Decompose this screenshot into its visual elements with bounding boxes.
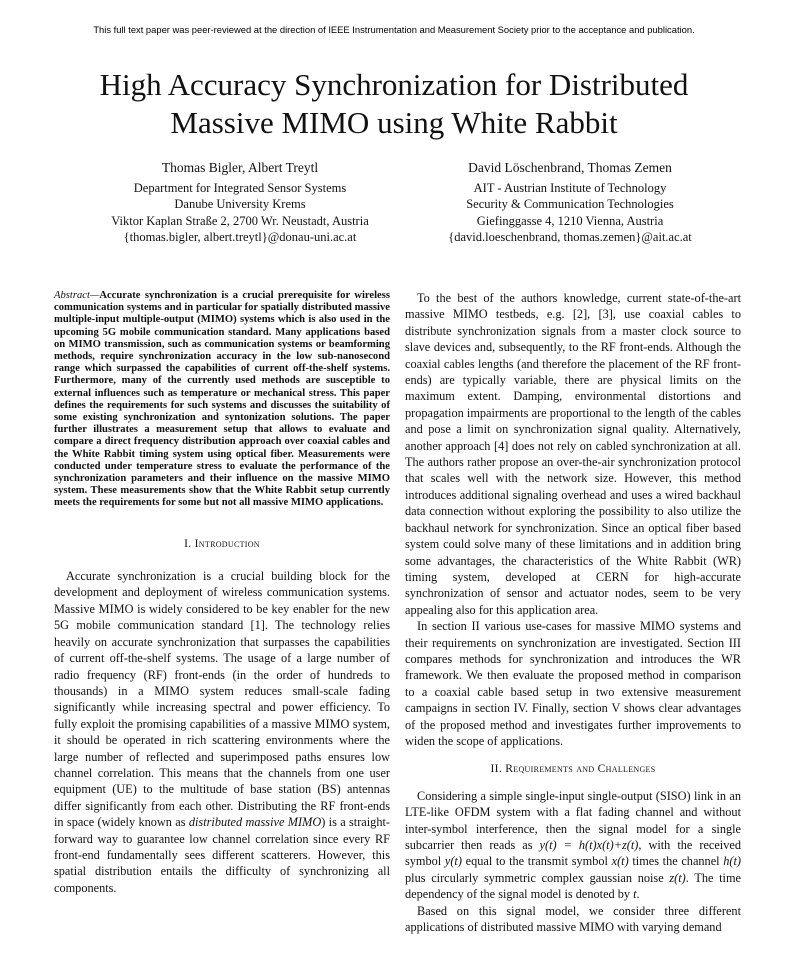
affiliation-line: AIT - Austrian Institute of Technology	[473, 180, 667, 195]
paragraph	[54, 568, 390, 896]
equation: y(t) = h(t)x(t)+z(t)	[539, 838, 639, 852]
peer-review-notice: This full text paper was peer-reviewed at the direction of IEEE Instrumentation and Measurement Society prior to the acceptance and publication.	[93, 24, 695, 35]
abstract-text: Accurate synchronization is a crucial prerequisite for wireless communication systems and in particular for spatially distributed massive multiple-input multiple-output (MIMO) systems which is also used in the upcoming 5G mobile communication standard. Many applications based on MIMO transmission, such as communication systems or beamforming methods, require synchronization accuracy in the low sub-nanosecond range which surpassed the capabilities of current off-the-shelf systems. Furthermore, many of the currently used methods are susceptible to external influences such as temperature or mechanical stress. This paper defines the requirements for such systems and discusses the suitability of some existing synchronization and syntonization solutions. The paper further illustrates a measurement setup that allows to evaluate and compare a direct frequency distribution approach over coaxial cables and the White Rabbit timing system using optical fiber. Measurements were conducted under temperature stress to evaluate the performance of the synchronization parameters and their influence on the massive MIMO system. These measurements show that the White Rabbit setup currently meets the requirements for some but not all massive MIMO applications.	[54, 290, 390, 509]
section-heading-introduction: I. Introduction	[184, 536, 260, 550]
title-line-1: High Accuracy Synchronization for Distributed	[99, 67, 689, 102]
left-column	[54, 290, 390, 896]
text-run: equal to the transmit symbol	[461, 854, 612, 869]
paragraph: To the best of the authors knowledge, current state-of-the-art massive MIMO testbeds, e.g. [2], [3], use coaxial cables to distribute synchronization signals from a master clock source to slave devices and, subsequently, to the RF front-ends. Although the coaxial cables lengths (and therefore the placement of the RF front-ends) are typically variable, there are physical limits on the maximum extent. Damping, environmental distortions and propagation impairments are proportional to the length of the cables and pose a limit on synchronization signal quality. Alternatively, another approach [4] does not rely on cabled synchronization at all. The authors rather propose an over-the-air synchronization protocol that scales well with the network size. However, this method introduces additional signaling overhead and uses a wired backhaul data connection without exploring the possibility to also utilize the backhaul network for synchronization. Since an optical fiber based system could solve many of these limitations and in addition bring some advantages, the characteristics of the White Rabbit (WR) timing system, developed at CERN for high-accurate synchronization of sensor and actuator nodes, seem to be very appealing also for this application area.	[405, 291, 741, 617]
text-run: times the channel	[628, 854, 724, 869]
author-block-left	[70, 160, 410, 246]
text-run: Accurate synchronization is a crucial building block for the development and deployment of wireless communication systems. Massive MIMO is widely considered to be key enabler for the new 5G mobile communication standard [1]. The technology relies heavily on accurate synchronization that surpasses the capabilities of current off-the-shelf systems. The usage of a large number of radio frequency (RF) front-ends (in the order of hundreds to thousands) in a MIMO system reduces small-scale fading significantly while increasing spectral and power efficiency. To fully exploit the promising capabilities of a massive MIMO system, it should be operated in rich scattering environments where the large number of reflected and superimposed paths ensures low channel correlation. This means that the channels from one user equipment (UE) to the multitude of base station (BS) antennas differ significantly from each other. Distributing the RF front-ends in space (widely known as	[54, 569, 390, 830]
paper-title	[0, 66, 788, 142]
abstract-lead: Abstract—	[54, 290, 100, 301]
text-run: . The time dependency of the signal model is denoted by	[405, 870, 741, 902]
math-symbol: t	[633, 887, 637, 902]
affiliation-line: Security & Communication Technologies	[466, 197, 674, 212]
text-run: ) is a straight-forward way to guarantee low channel correlation since every RF front-end fundamentally sees different scatterers. However, this spatial distribution entails the difficulty of synchronizing all components.	[54, 815, 390, 895]
affiliation-line: Danube University Krems	[174, 197, 306, 212]
affiliation-line: Giefinggasse 4, 1210 Vienna, Austria	[476, 213, 664, 228]
math-symbol: h(t)	[723, 854, 741, 869]
title-line-2: Massive MIMO using White Rabbit	[170, 105, 618, 140]
author-email: {david.loeschenbrand, thomas.zemen}@ait.ac.at	[448, 230, 692, 245]
author-names: Thomas Bigler, Albert Treytl	[161, 160, 319, 175]
paragraph: In section II various use-cases for massive MIMO systems and their requirements on synchronization are investigated. Section III compares methods for synchronization and introduces the WR framework. We then evaluate the proposed method in comparison to a coaxial cable based setup in two extensive measurement campaigns in section IV. Finally, section V shows clear advantages of the proposed method and investigates further improvements to widen the scope of applications.	[405, 619, 741, 748]
text-run: plus circularly symmetric complex gaussian noise	[405, 870, 670, 885]
math-symbol: y(t)	[444, 854, 462, 869]
affiliation-line: Viktor Kaplan Straße 2, 2700 Wr. Neustadt, Austria	[111, 213, 369, 228]
affiliation-line: Department for Integrated Sensor Systems	[133, 180, 347, 195]
abstract	[54, 290, 390, 510]
right-column	[405, 290, 741, 935]
math-symbol: x(t)	[611, 854, 629, 869]
paragraph	[405, 788, 741, 903]
math-symbol: z(t)	[669, 870, 686, 885]
text-run: , with the received symbol	[405, 838, 741, 869]
emphasis: distributed massive MIMO	[188, 815, 322, 830]
section-heading-requirements: II. Requirements and Challenges	[490, 762, 656, 776]
author-block-right	[400, 160, 740, 246]
text-run: Considering a simple single-input single-output (SISO) link in an LTE-like OFDM system with a flat fading channel and without inter-symbol interference, then the signal model for a single subcarrier then reads as	[405, 788, 741, 852]
text-run: .	[636, 887, 640, 902]
author-names: David Löschenbrand, Thomas Zemen	[468, 160, 672, 175]
author-email: {thomas.bigler, albert.treytl}@donau-uni.ac.at	[123, 230, 357, 245]
paragraph: Based on this signal model, we consider three different applications of distributed massive MIMO with varying demand	[405, 903, 741, 935]
